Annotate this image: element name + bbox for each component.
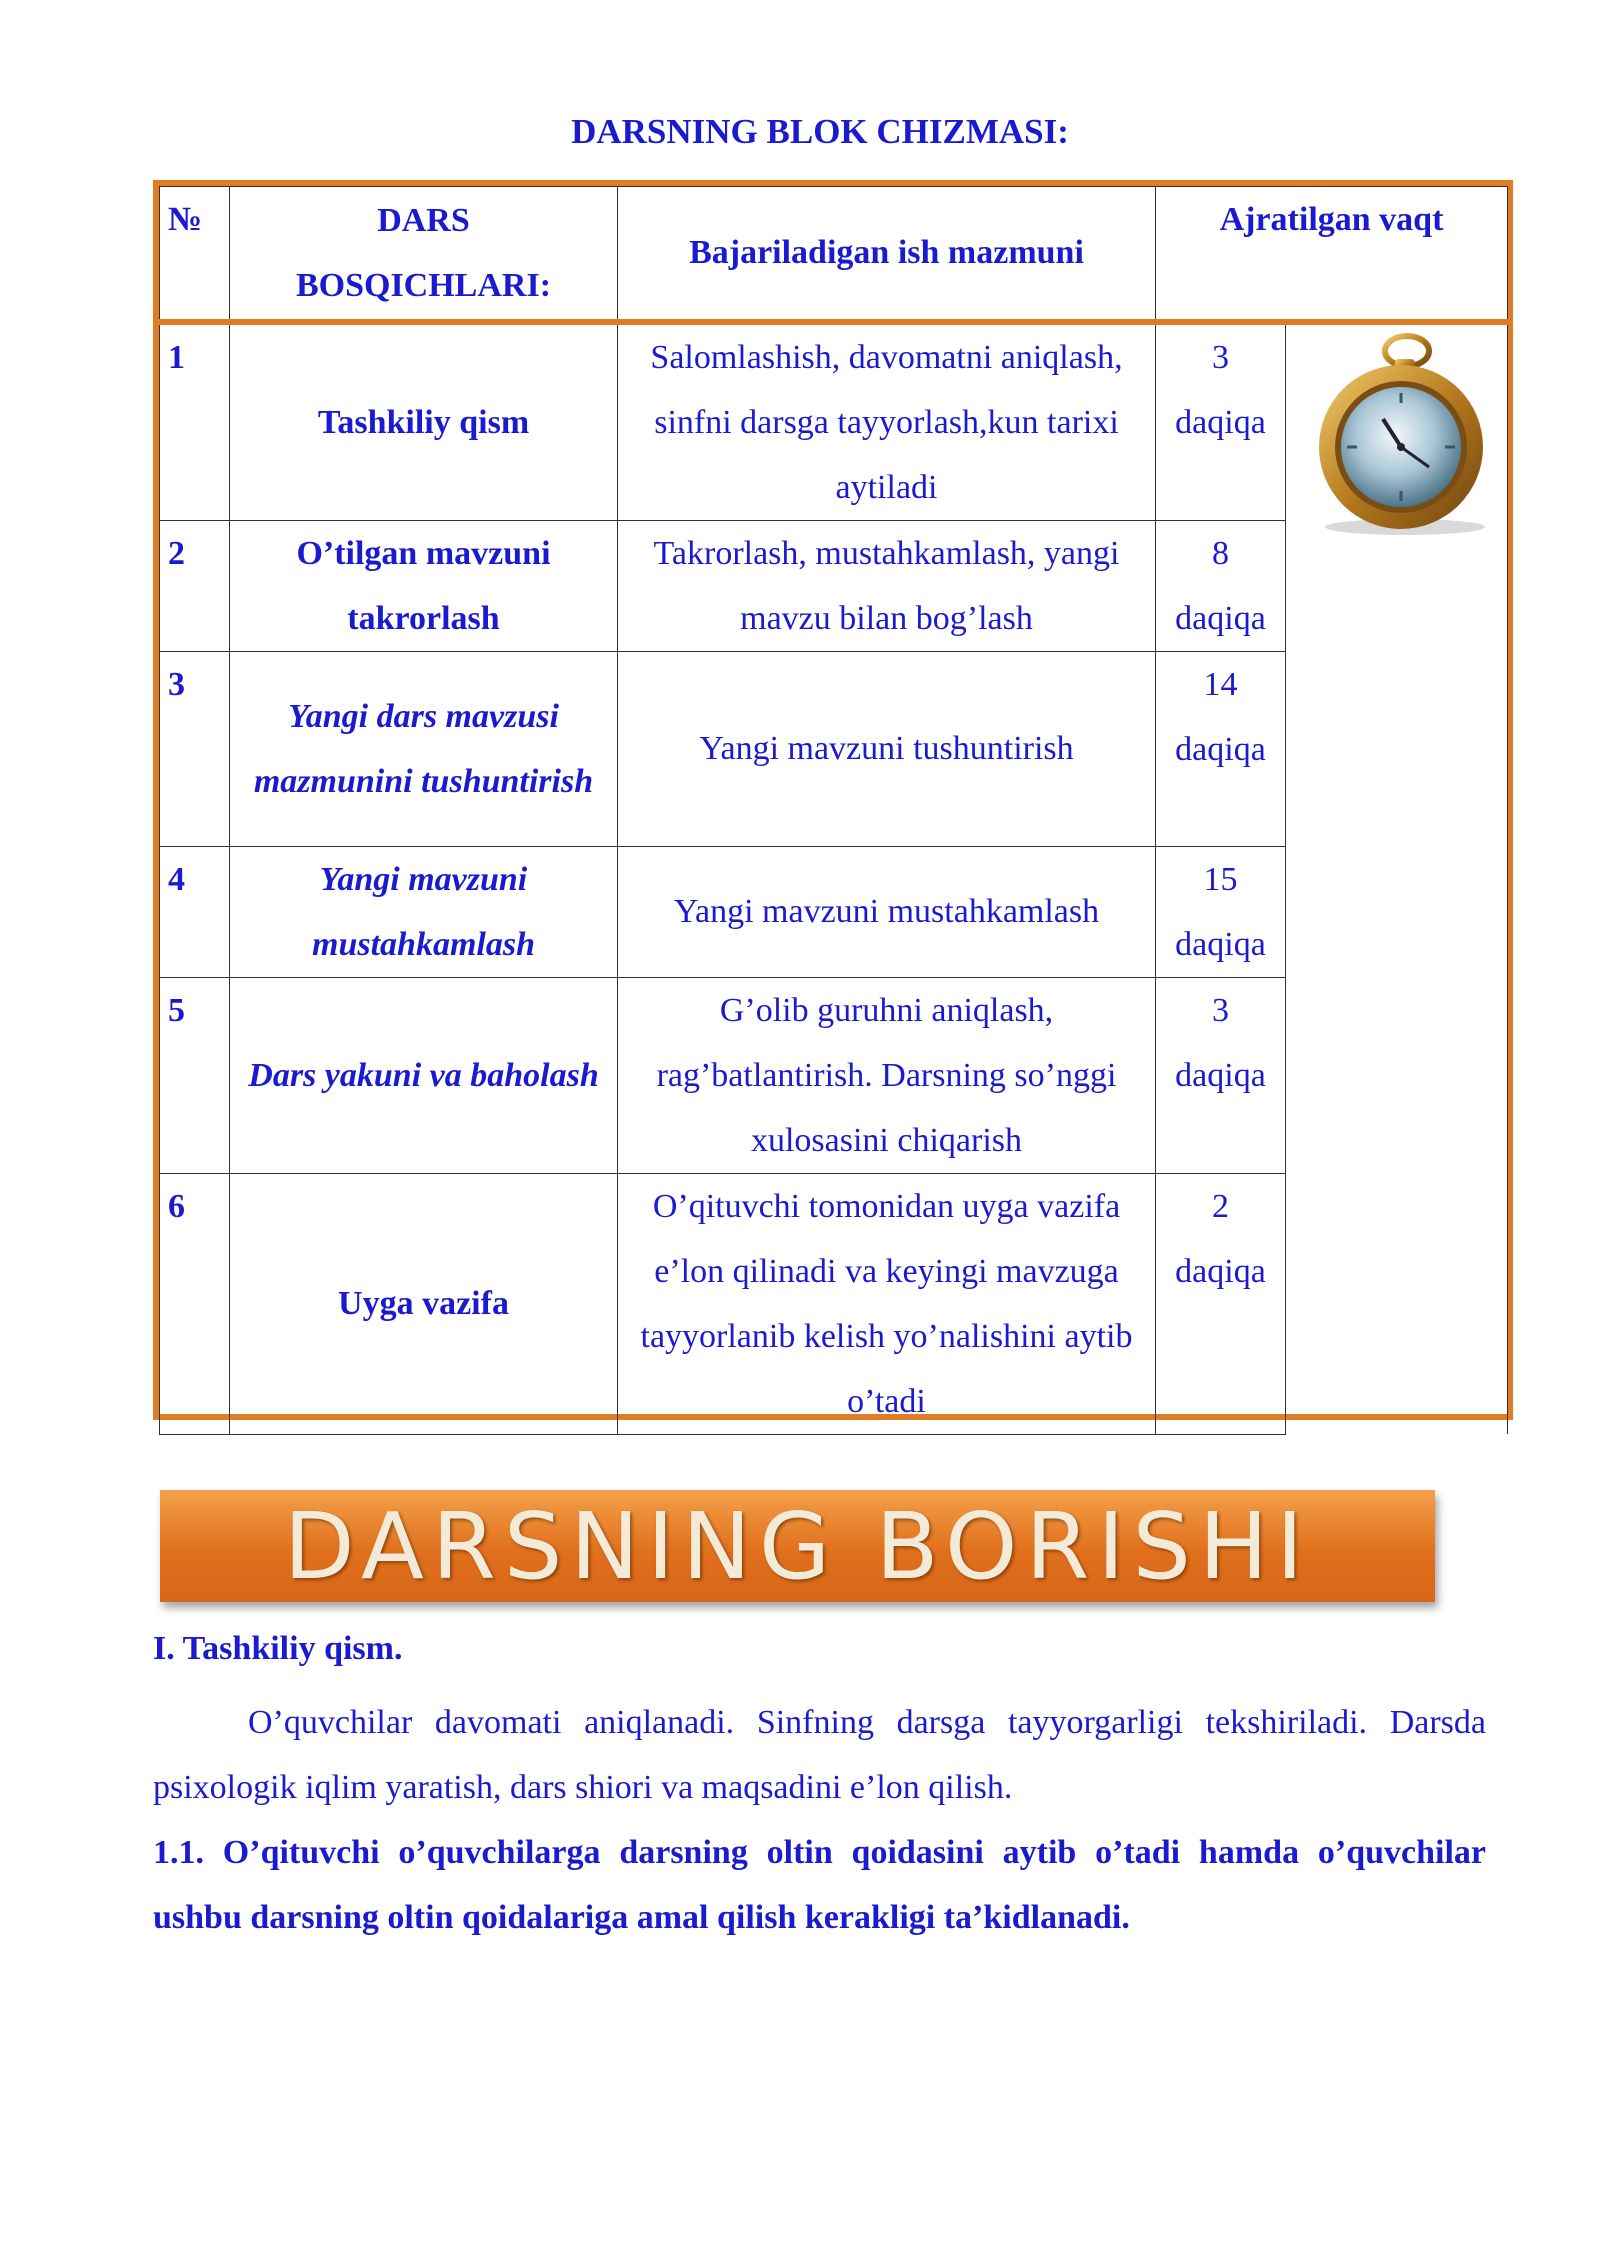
row-stage: O’tilgan mavzuni takrorlash [230,520,618,651]
row-time [1156,322,1286,521]
table-row [160,322,1508,521]
banner-text: DARSNING BORISHI [283,1492,1312,1600]
row-content: G’olib guruhni aniqlash, rag’batlantirish. Darsning so’nggi xulosasini chiqarish [618,977,1156,1173]
row-content: Salomlashish, davomatni aniqlash, sinfni darsga tayyorlash,kun tarixi aytiladi [618,322,1156,521]
lesson-block-table [153,180,1513,1420]
row-time [1156,977,1286,1173]
row-number: 5 [160,977,230,1173]
clock-column [1286,322,1508,1435]
row-time [1156,846,1286,977]
row-content: Yangi mavzuni mustahkamlash [618,846,1156,977]
row-stage: Yangi dars mavzusi mazmunini tushuntirish [230,651,618,846]
header-stage-line2: BOSQICHLARI: [295,266,552,304]
header-content: Bajariladigan ish mazmuni [618,187,1156,322]
row-stage: Tashkiliy qism [230,322,618,521]
time-value: 14 [1203,665,1238,703]
time-unit: daqiqa [1175,925,1266,963]
row-stage: Yangi mavzuni mustahkamlash [230,846,618,977]
row-time [1156,651,1286,846]
row-number: 6 [160,1173,230,1434]
time-unit: daqiqa [1175,403,1266,441]
lesson-progress-banner [160,1490,1435,1602]
header-stage [230,187,618,322]
row-content: Takrorlash, mustahkamlash, yangi mavzu bilan bog’lash [618,520,1156,651]
time-value: 8 [1212,534,1229,572]
time-value: 15 [1203,860,1238,898]
header-number: № [160,187,230,322]
row-number: 3 [160,651,230,846]
row-content: Yangi mavzuni tushuntirish [618,651,1156,846]
row-number: 4 [160,846,230,977]
time-value: 3 [1212,338,1229,376]
section-paragraph: O’quvchilar davomati aniqlanadi. Sinfning darsga tayyorgarligi tekshiriladi. Darsda psixologik iqlim yaratish, dars shiori va maqsadini e’lon qilish. [153,1704,1486,1806]
row-stage: Uyga vazifa [230,1173,618,1434]
time-unit: daqiqa [1175,730,1266,768]
row-time [1156,520,1286,651]
row-content: O’qituvchi tomonidan uyga vazifa e’lon qilinadi va keyingi mavzuga tayyorlanib kelish yo’nalishini aytib o’tadi [618,1173,1156,1434]
time-value: 3 [1212,991,1229,1029]
header-stage-line1: DARS [377,201,470,239]
header-time: Ajratilgan vaqt [1156,187,1508,322]
time-value: 2 [1212,1187,1229,1225]
time-unit: daqiqa [1175,1252,1266,1290]
row-number: 2 [160,520,230,651]
page-title: DARSNING BLOK CHIZMASI: [571,112,1069,151]
row-stage: Dars yakuni va baholash [230,977,618,1173]
section-paragraph-bold: 1.1. O’qituvchi o’quvchilarga darsning oltin qoidasini aytib o’tadi hamda o’quvchilar ushbu darsning oltin qoidalariga amal qilish kerakligi ta’kidlanadi. [153,1834,1486,1936]
time-unit: daqiqa [1175,599,1266,637]
pocket-watch-icon [1297,329,1497,539]
row-time [1156,1173,1286,1434]
row-number: 1 [160,322,230,521]
time-unit: daqiqa [1175,1056,1266,1094]
section-heading: I. Tashkiliy qism. [153,1630,403,1667]
